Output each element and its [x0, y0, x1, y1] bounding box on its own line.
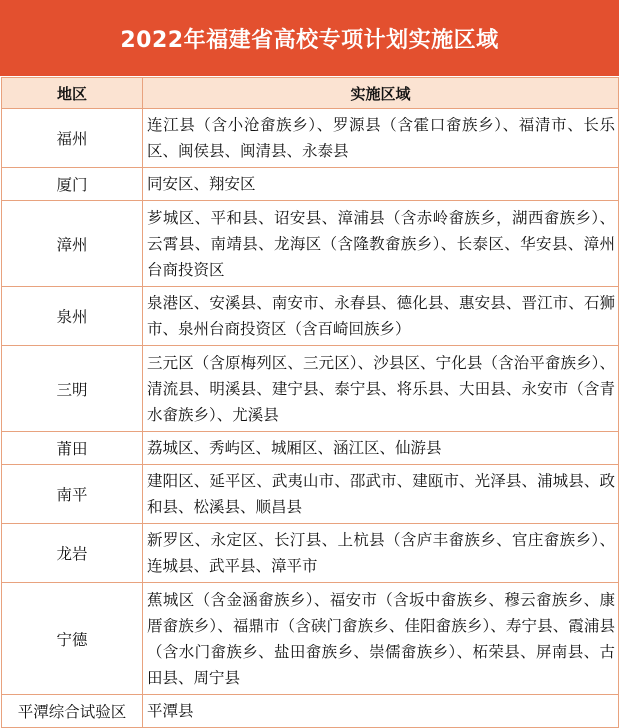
table-row [2, 695, 619, 728]
table-row [2, 109, 619, 168]
header-region: 地区 [2, 78, 143, 109]
region-cell: 福州 [2, 109, 143, 168]
areas-cell: 建阳区、延平区、武夷山市、邵武市、建瓯市、光泽县、浦城县、政和县、松溪县、顺昌县 [143, 465, 619, 524]
header-areas: 实施区域 [143, 78, 619, 109]
table-row [2, 201, 619, 287]
areas-cell: 同安区、翔安区 [143, 168, 619, 201]
areas-cell: 芗城区、平和县、诏安县、漳浦县（含赤岭畲族乡，湖西畲族乡）、云霄县、南靖县、龙海区（含隆教畲族乡）、长泰区、华安县、漳州台商投资区 [143, 201, 619, 287]
areas-cell: 荔城区、秀屿区、城厢区、涵江区、仙游县 [143, 432, 619, 465]
areas-cell: 平潭县 [143, 695, 619, 728]
areas-cell: 新罗区、永定区、长汀县、上杭县（含庐丰畲族乡、官庄畲族乡）、连城县、武平县、漳平市 [143, 524, 619, 583]
region-cell: 龙岩 [2, 524, 143, 583]
table-header-row [2, 78, 619, 109]
table-row [2, 168, 619, 201]
region-cell: 厦门 [2, 168, 143, 201]
table-row [2, 287, 619, 346]
areas-cell: 连江县（含小沧畲族乡）、罗源县（含霍口畲族乡）、福清市、长乐区、闽侯县、闽清县、永泰县 [143, 109, 619, 168]
region-cell: 泉州 [2, 287, 143, 346]
region-cell: 漳州 [2, 201, 143, 287]
table-row [2, 524, 619, 583]
table-row [2, 346, 619, 432]
region-cell: 三明 [2, 346, 143, 432]
areas-cell: 泉港区、安溪县、南安市、永春县、德化县、惠安县、晋江市、石狮市、泉州台商投资区（含百崎回族乡） [143, 287, 619, 346]
table-row [2, 465, 619, 524]
table-row [2, 583, 619, 695]
region-table [1, 77, 619, 728]
page-title: 2022年福建省高校专项计划实施区域 [0, 0, 619, 77]
areas-cell: 蕉城区（含金涵畲族乡）、福安市（含坂中畲族乡、穆云畲族乡、康厝畲族乡）、福鼎市（含硖门畲族乡、佳阳畲族乡）、寿宁县、霞浦县（含水门畲族乡、盐田畲族乡、崇儒畲族乡）、柘荣县、屏南县、古田县、周宁县 [143, 583, 619, 695]
table-row [2, 432, 619, 465]
region-cell: 平潭综合试验区 [2, 695, 143, 728]
areas-cell: 三元区（含原梅列区、三元区）、沙县区、宁化县（含治平畲族乡）、清流县、明溪县、建宁县、泰宁县、将乐县、大田县、永安市（含青水畲族乡）、尤溪县 [143, 346, 619, 432]
region-cell: 莆田 [2, 432, 143, 465]
region-cell: 宁德 [2, 583, 143, 695]
region-cell: 南平 [2, 465, 143, 524]
